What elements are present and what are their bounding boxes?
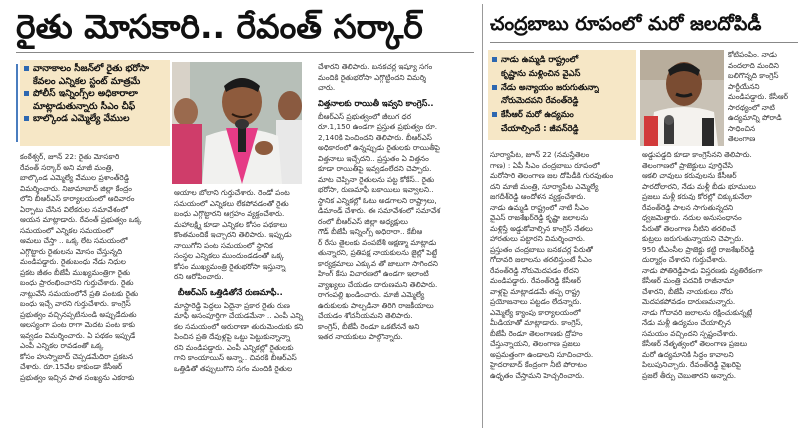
text-line: కేసీఆర్ నేతృత్వంలో తెలంగాణ ప్రజలు [642, 339, 748, 348]
text-line: వ్యాఖ్యలు చేయడం దారుణమని తెలిపారు. [318, 279, 438, 289]
text-line: ఇవ్వడం విమర్శించారు. ఏ పథకం ఇప్పుడే [20, 330, 136, 340]
text-line: పేరుతో తెలంగాణ నీటిని తరలించే [642, 223, 736, 233]
text-line: ప్రభుత్వం ఇచ్చిన పాత సంఖ్యను ఎకరాకు [20, 372, 135, 382]
text-line: స్థానిక ఎన్నికల్లో ఓటు అడగాలని రాష్ట్రాలు, [318, 195, 437, 205]
right-headline-rule [490, 42, 798, 43]
text-line: నాడు ఉమ్మడి రాష్ట్రంలో నాటి సీఎం [490, 202, 589, 212]
text-line: కుట్రలు జరుగుతున్నాయని చెప్పారు. [642, 234, 744, 243]
text-line: రూ.1,150 ఉండగా ప్రస్తుత ప్రభుత్వం రూ. [318, 122, 438, 131]
left-highlight-1: వానాకాలం సీజన్‌లో రైతు భరోసా [24, 63, 149, 76]
text-line: తెలంగాణ [728, 134, 756, 143]
text-line: సూర్యాపేట, జూన్ 22 (నమస్తేతెలం [490, 150, 590, 159]
text-line: డిమాండ్ చేశారు. ఈ సమావేశంలో సమావేశ [318, 206, 441, 215]
text-line: అడ్డుపడ్డది కూడా కాంగ్రెసేనని తెలిపారు. [642, 150, 752, 159]
text-line: మండిపడ్డారు. రేవంత్‌రెడ్డి కేసీఆర్ [490, 276, 581, 285]
text-line: ఇతర నాయకులు పాల్గొన్నారు. [318, 332, 403, 341]
text-line: ఉధృతం చేస్తామని హెచ్చరించారు. [490, 370, 585, 380]
right-col-1 [490, 150, 638, 381]
text-line: నాయిగోని పంట సమయంలో స్థానిక [174, 240, 273, 250]
right-highlight-2: కృష్ణాను మళ్లించిన వైఎస్ [501, 67, 581, 78]
left-col-3 [318, 62, 476, 343]
text-line: చేశారని తెలిపారు. బనకచర్ల ఇష్యూ సగం [318, 62, 433, 71]
text-line: పార్టీయేనని [728, 81, 760, 91]
text-line: ప్రజలే తీర్పు చెబుతారని అన్నారు. [642, 370, 737, 380]
text-line: ప్రస్తుతం చంద్రబాబు బనకచర్ల పేరుతో [490, 244, 593, 254]
text-line: వైఎస్ రాజశేఖర్‌రెడ్డి కృష్ణా జలాలను [490, 213, 589, 222]
text-line: కార్యక్రమాలు ఎక్కువ తో జాలుగా సాగిందని [318, 258, 438, 268]
text-line: ఉరుకులకు పాల్పడినా తిరిగి రాజకీయాలు [318, 300, 434, 310]
text-line: కంఠేశ్వర్, జూన్ 22: రైతు మోసకారి [20, 152, 120, 161]
left-highlight-2: కేవలం ఎన్నికల స్టంట్ మాత్రమే [33, 75, 141, 87]
text-line: గాని కాంయాయిస్ అన్నా.. చివరకి బీఆర్ఎస్ [174, 353, 297, 362]
speaker-photo-right [640, 50, 724, 146]
bullet-icon [492, 57, 497, 62]
text-line: తెలంగాణలో ప్రాజెక్టులు పూర్తిచేసి [642, 160, 733, 170]
text-line: చేశారు. రూ.15వేల కాకుండా కేసీఆర్ [20, 362, 123, 371]
text-line: రేవంత్‌రెడ్డి నోరుమెదపడం లేదని [490, 265, 579, 275]
right-highlight-box [488, 50, 636, 140]
speaker-image-right [640, 50, 724, 146]
text-line: సమయంలో ఎన్నికల సమయంలో [20, 225, 114, 235]
text-line: బీఆర్ఎస్ ప్రభుత్వంలో జీలుగ ధర [318, 111, 412, 121]
text-line: మండిపడ్డారు. కేసీఆర్ [728, 92, 789, 101]
text-line: ఆకలి చావులు కరువులను కేసీఆర్ [642, 171, 737, 180]
text-line: మళ్లిస్తే అడ్డుకోవాల్సిన కాంగ్రెస్ నేతలు [490, 223, 593, 233]
left-col-1 [20, 152, 170, 383]
text-line: చేయడం శోచనీయమని తెలిపారు. [318, 311, 413, 320]
text-line: గాణ) : ఏపీ సీఎం చంద్రబాబు రూపంలో [490, 160, 600, 170]
text-line: కూడా రాయితీపై ఇవ్వడంలేదని చెప్పారు. [318, 164, 432, 173]
bullet-icon [24, 116, 29, 121]
text-line: ఆలస్యంగా పంట రాగా మెదట పంట కాకు [20, 320, 136, 329]
text-line: బాల్కొండ ఎమ్మెల్యే వేముల ప్రశాంత్‌రెడ్డి [20, 173, 130, 182]
text-line: తున్నారని, ప్రతిపక్ష నాయకులను జైల్లో పెట్టే [318, 248, 438, 257]
text-line: మీడియాతో మాట్లాడారు. కాంగ్రెస్, [490, 318, 583, 327]
text-line: సాధించిన [728, 123, 756, 133]
story-divider [482, 4, 483, 428]
text-line: కేసీఆర్ మంత్రి పదవికి రాజీనామా [642, 276, 735, 285]
text-line: హింగ్ కేసు విచారణలో ఉండగా ఇలాంటి [318, 269, 429, 278]
right-highlight-1: నాడు ఉమ్మడి రాష్ట్రంలో [492, 53, 599, 67]
text-line: మాట చెప్పినా రైతులను పట్ట కోకేస్.. రైతు [318, 174, 435, 184]
text-line: కోటిపంపిం. నాడు [728, 50, 777, 59]
text-line: మాఫీ అసంపూర్తిగా చేయడమేనా .. ఎంపీ ఎన్ని [174, 311, 304, 320]
text-line: ఎగ్గొట్టారు రైతులను మోసం చేస్తున్నది [20, 246, 123, 256]
text-line: ఎమ్మెల్యే క్యాంపు కార్యాలయంలో [490, 307, 581, 317]
left-highlight-5: బాల్కొండ ఎమ్మెల్యే వేముల [24, 113, 149, 126]
text-line: రేవంత్ సర్కార్ అని మాజీ మంత్రి, [20, 162, 114, 172]
subhead: బీఆర్ఎస్ ఒత్తిడితోనే రుణమాఫీ.. [178, 286, 283, 297]
text-line: బంధు ఇచ్చే వారని గుర్తుచేశారు. కాంగ్రెస్ [20, 299, 131, 308]
speaker-photo [172, 62, 302, 184]
text-line: ఆయన మాట్లాడారు. రేవంత్ ప్రభుత్వం ఒక్క [20, 215, 142, 224]
text-line: మహాలక్ష్మి కూడా ఎన్నికల కోసం పథకాలు [174, 219, 288, 229]
right-highlight-6: చేయాల్సిందే : జీవన్‌రెడ్డి [501, 122, 579, 133]
bullet-icon [24, 91, 29, 96]
text-line: వాళ్లపై మాట్లాడడమే తప్ప రాష్ట్ర [490, 286, 580, 296]
right-highlight-5: కేసీఆర్ మరో ఉద్యమం [492, 108, 599, 122]
text-line: పిలుపునిచ్చారు. రేవంత్‌రెడ్డి వైఖరిపై [642, 360, 742, 369]
text-line: వందలాది మందిని [728, 60, 779, 70]
text-line: రని మండిపడ్డారు. ఎంపీ ఎన్నికల్లో రైతులకు [174, 342, 294, 352]
left-headline: రైతు మోసకారి.. రేవంత్ సర్కార్ [16, 7, 423, 46]
left-highlight-3: పోలీస్ ఇన్నింగ్స్‌ల అధికారాలా [24, 88, 149, 101]
right-col-top [728, 50, 798, 145]
text-line: బలిగొన్నది కాంగ్రెస్ [728, 71, 779, 80]
text-line: ఏర్పాటు చేసిన విలేకరుల సమావేశంలో [20, 204, 128, 214]
text-line: ఎంపీ ఎన్నికల రావడంతో ఒక్క [20, 341, 104, 350]
text-line: విత్తనాలు ఇచ్చేదని.. ప్రస్తుతం ఏ విత్తనం [318, 153, 429, 163]
text-line: ర్ రేసు తైలంకు వంపబేశీ ఆక్షణ్మా మాట్లాడు [318, 237, 437, 247]
right-headline: చంద్రబాబు రూపంలో మరో జలదోపిడీ [490, 13, 762, 35]
text-line: రేవంత్‌రెడ్డి పాలన సాగుతున్నదని [642, 202, 734, 212]
text-line: ప్రభుత్వం వచ్చినప్పటినుండి అప్పుడేదుతు [20, 309, 137, 319]
text-line: ప్రయోజనాలు పట్టడం లేదన్నారు. [490, 297, 582, 306]
text-line: కోసం హుస్నాబాద్ చెప్పడమేదిరా ప్రకటన [20, 351, 134, 361]
text-line: కొంతమందికే ఇచ్చారని తెలిపారు. ఇప్పుడు [174, 230, 292, 239]
text-line: మందికి రైతుభరోసా ఎగ్గొట్టిందని విమర్శి [318, 72, 426, 82]
text-line: రంలో బీఆర్ఎస్ జిల్లా అధ్యక్షులు [318, 216, 408, 226]
text-line: చేశారని, బీజేపీ నాయకులు నోరు [642, 286, 733, 296]
text-line: దని మాజీ మంత్రి, సూర్యాపేట ఎమ్మెల్యే [490, 181, 599, 191]
text-line: ఒత్తిడితో తప్పులుగొని సగం మందికి రైతుల [174, 363, 293, 373]
text-line: నాడు పోతిరెడ్డిపాడు విస్తరణకు వ్యతిరేకంగా [642, 265, 763, 275]
text-line: దుర్మార్గం చేశారని గుర్తుచేశారు. [642, 255, 728, 264]
right-col-2 [642, 150, 798, 381]
text-line: సమయంలో ఎన్నికలు లేకపోవడంతో రైతు [174, 198, 289, 208]
left-headline-rule [16, 52, 474, 53]
text-line: నాడు గోదావరి జలాలను రక్షించుకున్నట్లే [642, 307, 753, 317]
text-line: 950 టీఎంసీల ప్రాజెక్టు కట్టి రాజశేఖర్‌రెడ్డి [642, 244, 755, 254]
text-line: సారథ్యంలో నాటి [728, 102, 775, 112]
text-line: నాట్లువేసే సమయంలోనే ప్రతి పంటకు రైతు [20, 288, 139, 298]
text-line: ధ్వజమెత్తారు. నదుల అనుసంధానం [642, 213, 742, 222]
text-line: ఉద్యమాన్ని పోరాడి [728, 113, 782, 122]
text-line: గోదావరి జలాలను తరలిస్తుంటే సీఎం [490, 255, 592, 264]
text-line: పించిన ప్రతి దేవుళ్లపై ఒట్టు పెట్టుకున్నాన్నా [174, 332, 291, 341]
text-line: నేడు మళ్లీ ఉద్యమం చేయాల్సిన [642, 318, 732, 327]
text-line: మెదపకపోవడం దారుణమన్నారు. [642, 297, 736, 306]
left-col-2 [174, 188, 314, 374]
text-line: కాంగ్రెస్, బీజేపీ రెండూ ఒకటేననే అని [318, 321, 420, 331]
text-line: హారతులు పట్టారని విమర్శించారు. [490, 234, 586, 243]
text-line: బంధు ప్రారంభించారని గుర్తుచేశారు. రైతు [20, 278, 134, 287]
left-highlight-box [20, 60, 170, 146]
text-line: హైదరాబాద్ కేంద్రంగా నీటి పోరాటం [490, 360, 587, 369]
text-line: మండిపడ్డారు. రైతుబంధు నేడు నిధుల [20, 257, 126, 266]
text-line: భరోసా, రుణమాఫీ బకాయిలు ఇవ్వాలని.. [318, 185, 434, 194]
text-line: మాస్టారెడ్డి పెద్దలు ఏదైనా ప్రకార రైతు రుణ [174, 300, 290, 310]
text-line: ప్రజలు మళ్లీ కరువు కోరల్లో చిక్కుకునేలా [642, 192, 752, 201]
text-line: ప్రకట జీతం బీజేపీ ముఖ్యమంత్రిగా రైతు [20, 267, 131, 277]
text-line: అప్రమత్తంగా ఉండాలని సూచించారు. [490, 349, 594, 359]
right-highlight-4: నోరుమెదపని రేవంత్‌రెడ్డి [501, 95, 579, 106]
text-line: రాగంపల్లి ఖండించారు. మాజీ ఎమ్మెల్యే [318, 290, 425, 299]
text-line: సమయం వచ్చిందని స్పష్టంచేశారు. [642, 328, 738, 338]
text-line: ఆమలు చేస్తా .. ఒక్క లేట సమయంలో [20, 236, 128, 245]
text-line: చేస్తున్నాయని, తెలంగాణ ప్రజలు [490, 339, 581, 348]
text-line: సంస్థల ఎన్నికలు ముందుండడంతో ఒక్క [174, 251, 284, 260]
right-highlight-3: నేడు అన్యాయం జరుగుతున్నా [492, 81, 599, 95]
text-line: పారదోలారని, నేడు మళ్లీ బీడు భూములు [642, 181, 756, 191]
text-line: ఆయాల బోలాని గుర్తుచేశారు. రెండో పంట [174, 188, 290, 197]
text-line: విమర్శించారు. నిజామాబాద్ జిల్లా కేంద్రం [20, 183, 132, 193]
speaker-image [172, 62, 302, 184]
text-line: అధికారంలో ఉన్నప్పుడు రైతులకు రాయితీపై [318, 143, 440, 152]
left-highlight-4: మాట్లాడుతున్నారు సీఎం చీఫ్ [33, 100, 136, 112]
subhead: విత్తనాలకు రాయితీ ఇవ్వని కాంగ్రెస్.. [318, 97, 434, 108]
text-line: కోసం ముఖ్యమంత్రి రైతుభరోసా ఇస్తున్నా [174, 261, 286, 271]
text-line: రని ఆరోపించారు. [174, 272, 224, 281]
bullet-icon [24, 66, 29, 71]
text-line: బంధు ఎగ్గొట్టారని ఆగ్రహం వ్యక్తంచేశారు. [174, 209, 285, 218]
bullet-icon [492, 85, 497, 90]
text-line: జగదీశ్‌రెడ్డి ఆందోళన వ్యక్తంచేశారు. [490, 192, 586, 201]
right-story [486, 0, 800, 432]
text-line: గౌడ్ బీజేపీ ఇన్నింగ్స్ అధిరారా.. కేబీఆ [318, 227, 423, 236]
text-line: చారు. [318, 83, 336, 92]
text-line: మరోసారి తెలంగాణ జల దోపిడీకి గురవుతుం [490, 171, 614, 180]
text-line: లోని బీఆర్ఎస్ కార్యాలయంలో ఆదివారం [20, 194, 135, 203]
bullet-icon [492, 112, 497, 117]
text-line: బీజేపీ రెండూ తెలంగాణకు ద్రోహం [490, 328, 583, 338]
text-line: 2,140కి పెంచిందని తెలిపారు. బీఆర్ఎస్ [318, 132, 432, 142]
text-line: కల సమయంలో ఆరురాణా తురుమెందుకు కని [174, 321, 304, 331]
left-highlight-bar [16, 64, 18, 142]
text-line: మరో ఉద్యమానికి సిద్ధం కావాలని [642, 349, 734, 359]
